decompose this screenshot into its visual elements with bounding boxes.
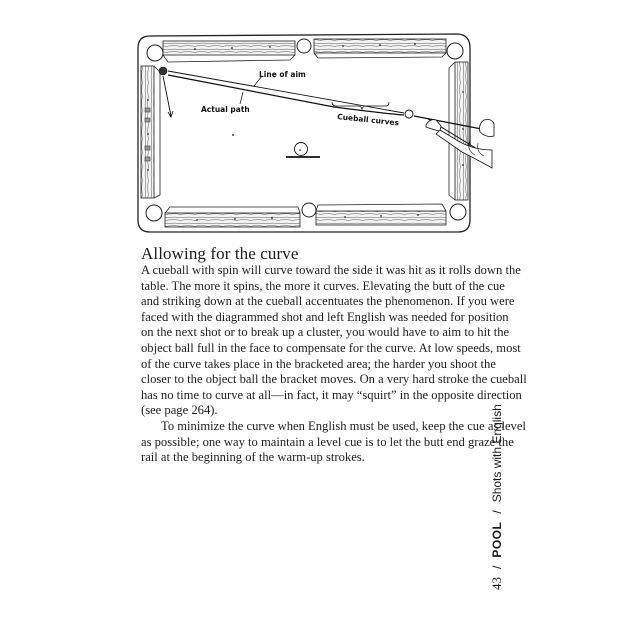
section-heading: Allowing for the curve [141, 244, 299, 263]
pocket-top-left [147, 45, 163, 61]
separator: / [490, 510, 504, 514]
book-title: POOL [490, 521, 504, 558]
paragraph-1-line: A cueball with spin will curve toward the side it was hit as it rolls down the [141, 263, 521, 277]
example-ball-icon [286, 143, 320, 158]
label-actual-path: Actual path [201, 105, 250, 114]
object-ball [159, 67, 167, 75]
paragraph-1-line: (see page 264). [141, 403, 218, 418]
pool-table-diagram [0, 0, 640, 240]
pocket-bottom-middle [302, 203, 316, 217]
paragraph-2-line: as possible; one way to maintain a level cue is to let the butt end graze the [141, 434, 514, 449]
pocket-bottom-right [450, 204, 466, 220]
pockets [146, 39, 466, 221]
paragraph-1-line: of the curve takes place in the bracketed area; the harder you shoot the [141, 356, 496, 371]
pocket-bottom-left [146, 205, 162, 221]
table-frame [138, 34, 470, 232]
chapter-title: Shots with English [490, 404, 504, 503]
paragraph-1-line: table. The more it spins, the more it curves. Elevating the butt of the cue [141, 278, 505, 293]
pocket-top-right [447, 43, 463, 59]
paragraph-2-line: rail at the beginning of the warm-up strokes. [141, 450, 365, 465]
paragraph-1-line: faced with the diagrammed shot and left English was needed for position [141, 309, 509, 324]
paragraph-2-line: To minimize the curve when English must be used, keep the cue as level [161, 418, 526, 433]
paragraph-1-line: has no time to curve at all—in fact, it may “squirt” in the opposite direction [141, 387, 522, 402]
label-cueball-curves: Cueball curves [336, 112, 400, 128]
running-head [489, 404, 505, 590]
page-number: 43 [489, 577, 504, 590]
paragraph-1-line: object ball full in the face to compensate for the curve. At low speeds, most [141, 340, 521, 355]
paragraph-1-line: on the next shot or to break up a cluster, you would have to aim to hit the [141, 325, 510, 340]
paragraph-1-line: closer to the object ball the bracket moves. On a very hard stroke the cueball [141, 372, 527, 387]
actual-path-leader [240, 92, 243, 104]
cueball [405, 110, 413, 118]
label-line-of-aim: Line of aim [259, 70, 306, 79]
pocket-top-middle [297, 39, 311, 53]
separator: / [490, 565, 504, 569]
table-spot [232, 134, 234, 136]
paragraph-1-line: and striking down at the cueball accentuates the phenomenon. If you were [141, 294, 515, 309]
